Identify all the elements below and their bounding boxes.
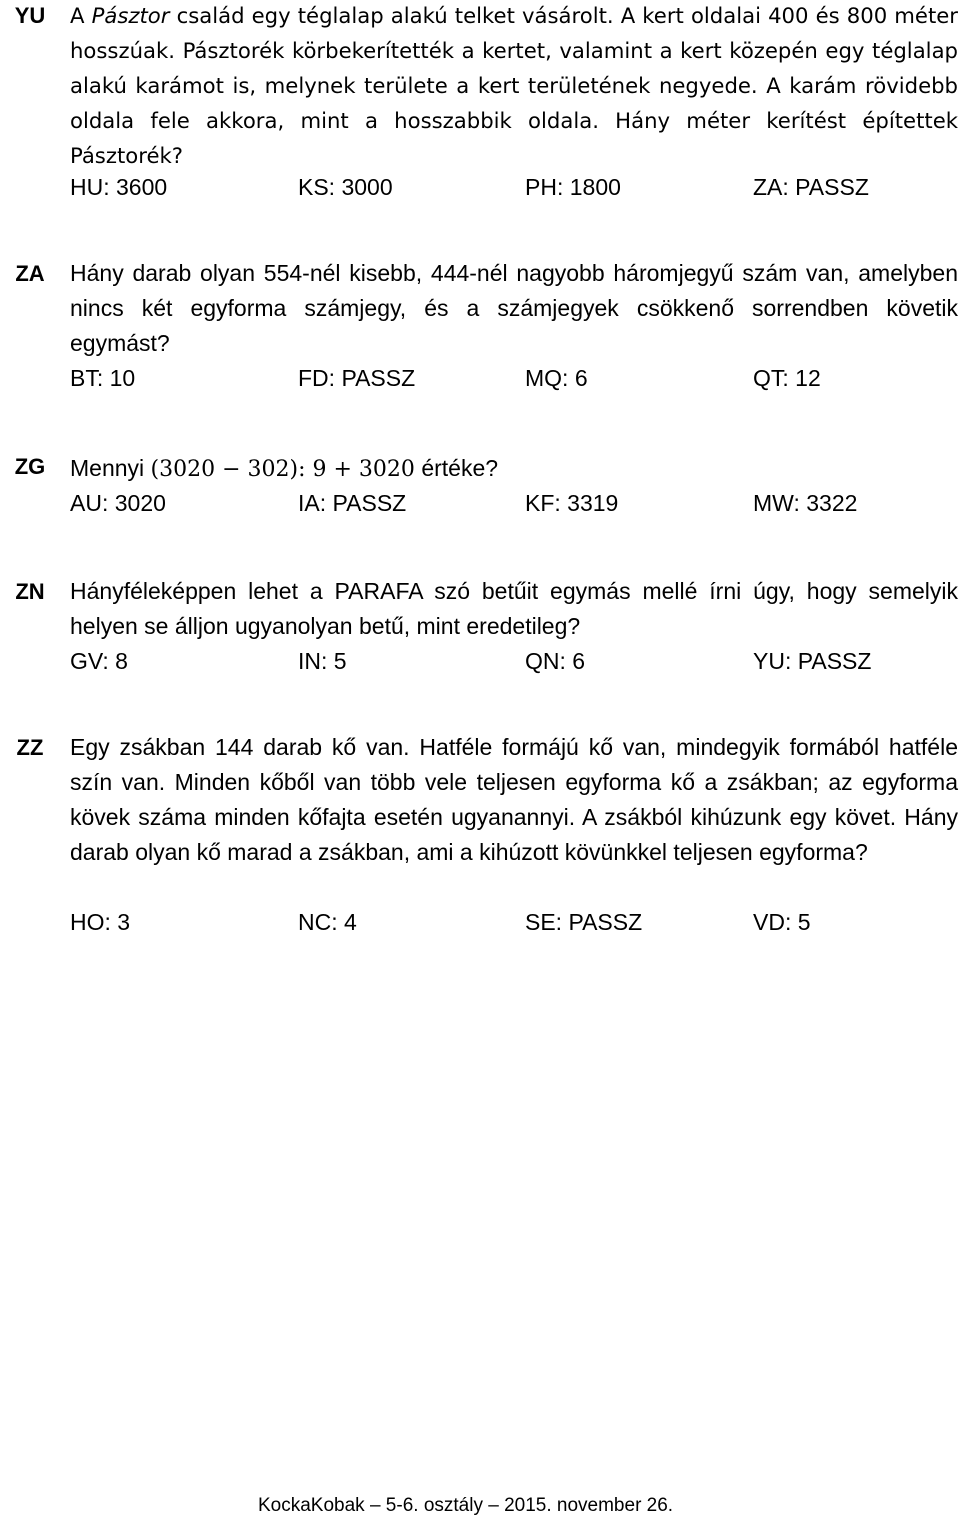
answer-option: QT: 12 (753, 365, 821, 391)
answer-option: MW: 3322 (753, 490, 858, 516)
problem-text-before: Mennyi (70, 455, 151, 481)
answer-options (70, 905, 958, 940)
family-name: Pásztor (91, 3, 170, 28)
problem-code: ZZ (16, 735, 44, 760)
answer-options (70, 486, 958, 521)
problem-text-after: értéke? (414, 455, 499, 481)
answer-option: QN: 6 (525, 648, 586, 674)
problem-text-body: Egy zsákban 144 darab kő van. Hatféle formájú kő van, mindegyik formából hatféle szín van. Minden kőből van több vele teljesen egyforma kő a zsákban; az egyforma kövek száma minden kőfajta esetén ugyanannyi. A zsákból kihúzunk egy követ. Hány darab olyan kő marad a zsákban, ami a kihúzott kövünkkel teljesen egyforma? (70, 734, 958, 865)
problem-text (70, 451, 958, 487)
answer-option: VD: 5 (753, 909, 811, 935)
problem-text (70, 0, 958, 173)
math-expression: (3020 − 302): 9 + 3020 (150, 457, 415, 482)
answer-option: GV: 8 (70, 648, 128, 674)
answer-options (70, 644, 958, 679)
answer-option: BT: 10 (70, 365, 136, 391)
problem-code: YU (14, 3, 46, 28)
answer-option: IA: PASSZ (298, 490, 407, 516)
answer-option: AU: 3020 (70, 490, 166, 516)
problem-code: ZG (14, 454, 46, 479)
problem-text-intro: A (70, 3, 92, 28)
answer-options (70, 361, 958, 396)
answer-option: FD: PASSZ (298, 365, 416, 391)
answer-option: YU: PASSZ (753, 648, 872, 674)
answer-option: KS: 3000 (298, 174, 393, 200)
answer-option: HU: 3600 (70, 174, 168, 200)
answer-option: HO: 3 (70, 909, 131, 935)
page-footer: KockaKobak – 5-6. osztály – 2015. november 26. (258, 1495, 674, 1516)
answer-option: MQ: 6 (525, 365, 588, 391)
answer-option: PH: 1800 (525, 174, 621, 200)
answer-option: ZA: PASSZ (753, 174, 869, 200)
answer-option: KF: 3319 (525, 490, 619, 516)
problem-text-body: Hányféleképpen lehet a PARAFA szó betűit egymás mellé írni úgy, hogy semelyik helyen se álljon ugyanolyan betű, mint eredetileg? (70, 578, 958, 639)
problem-text (70, 256, 958, 361)
problem-text (70, 730, 958, 870)
problem-text-body: Hány darab olyan 554-nél kisebb, 444-nél nagyobb háromjegyű szám van, amelyben nincs két egyforma számjegy, és a számjegyek csökkenő sorrendben követik egymást? (70, 260, 958, 356)
problem-code: ZN (15, 579, 45, 604)
problem-text-body: család egy téglalap alakú telket vásárolt. A kert oldalai 400 és 800 méter hosszúak. Pásztorék körbekerítették a kertet, valamint a kert közepén egy téglalap alakú karámot is, melynek területe a kert területének negyede. A karám rövidebb oldala fele akkora, mint a hosszabbik oldala. Hány méter kerítést építettek Pásztorék? (70, 3, 958, 168)
answer-option: SE: PASSZ (525, 909, 643, 935)
answer-option: IN: 5 (298, 648, 347, 674)
answer-options (70, 170, 958, 205)
answer-option: NC: 4 (298, 909, 357, 935)
problem-text (70, 574, 958, 644)
problem-code: ZA (15, 261, 45, 286)
